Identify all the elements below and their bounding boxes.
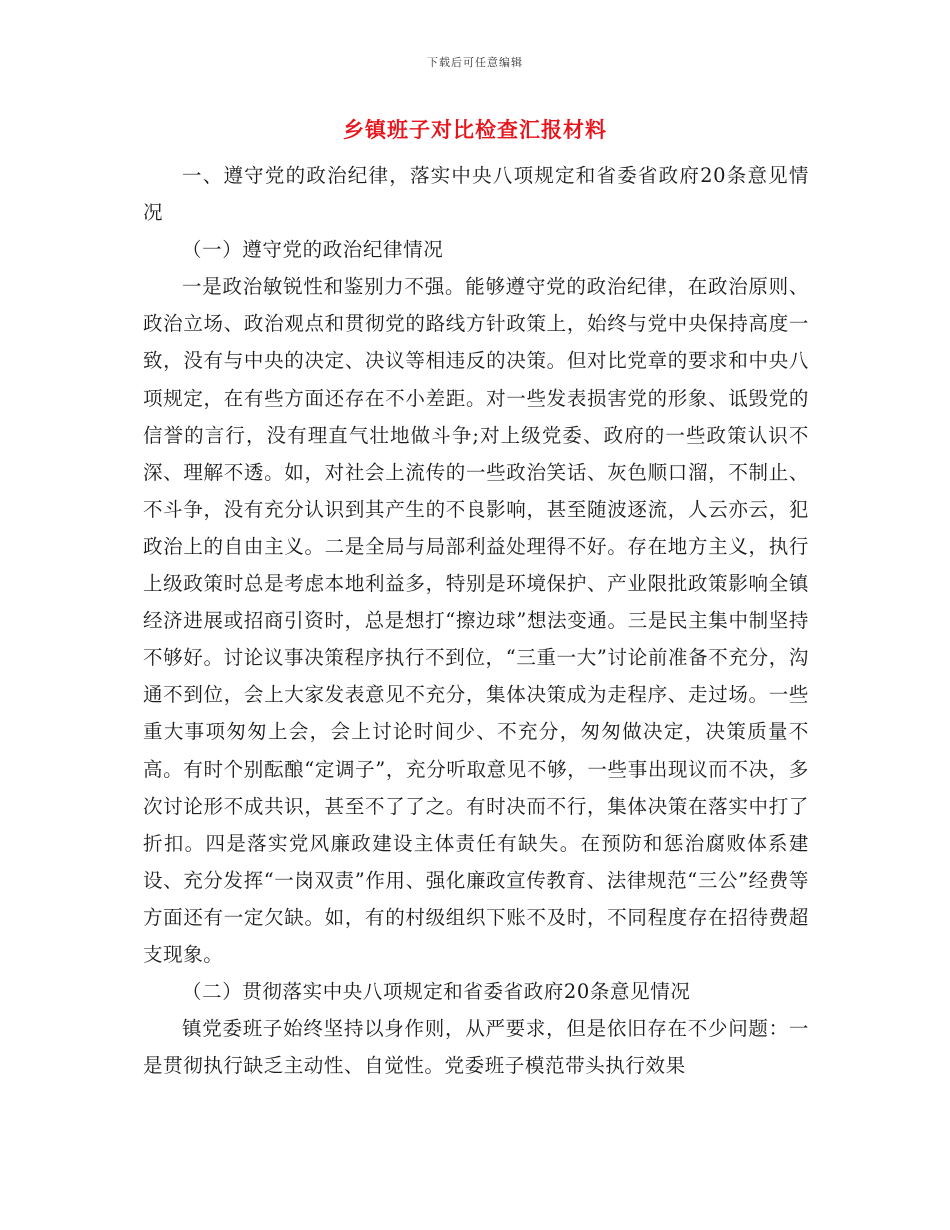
header-note: 下载后可任意编辑 xyxy=(427,56,523,69)
body-paragraph: 一是政治敏锐性和鉴别力不强。能够遵守党的政治纪律，在政治原则、政治立场、政治观点和贯彻党的路线方针政策上，始终与党中央保持高度一致，没有与中央的决定、决议等相违反的决策。但对比党章的要求和中央八项规定，在有些方面还存在不小差距。对一些发表损害党的形象、诋毁党的信誉的言行，没有理直气壮地做斗争;对上级党委、政府的一些政策认识不深、理解不透。如，对社会上流传的一些政治笑话、灰色顺口溜，不制止、不斗争，没有充分认识到其产生的不良影响，甚至随波逐流，人云亦云，犯政治上的自由主义。二是全局与局部利益处理得不好。存在地方主义，执行上级政策时总是考虑本地利益多，特别是环境保护、产业限批政策影响全镇经济进展或招商引资时，总是想打“擦边球”想法变通。三是民主集中制坚持不够好。讨论议事决策程序执行不到位，“三重一大”讨论前准备不充分，沟通不到位，会上大家发表意见不充分，集体决策成为走程序、走过场。一些重大事项匆匆上会，会上讨论时间少、不充分，匆匆做决定，决策质量不高。有时个别酝酿“定调子”，充分听取意见不够，一些事出现议而不决，多次讨论形不成共识，甚至不了了之。有时决而不行，集体决策在落实中打了折扣。四是落实党风廉政建设主体责任有缺失。在预防和惩治腐败体系建设、充分发挥“一岗双责”作用、强化廉政宣传教育、法律规范“三公”经费等方面还有一定欠缺。如，有的村级组织下账不及时，不同程度存在招待费超支现象。 xyxy=(143,275,809,966)
section-heading-1: 一、遵守党的政治纪律，落实中央八项规定和省委省政府20条意见情况 xyxy=(143,164,809,225)
subsection-heading-2: （二）贯彻落实中央八项规定和省委省政府20条意见情况 xyxy=(182,980,691,1004)
body-paragraph: 镇党委班子始终坚持以身作则，从严要求，但是依旧存在不少问题：一是贯彻执行缺乏主动性、自觉性。党委班子模范带头执行效果 xyxy=(143,1017,809,1078)
subsection-heading-1: （一）遵守党的政治纪律情况 xyxy=(182,238,444,262)
document-body xyxy=(143,157,809,1084)
document-title: 乡镇班子对比检查汇报材料 xyxy=(343,117,607,142)
